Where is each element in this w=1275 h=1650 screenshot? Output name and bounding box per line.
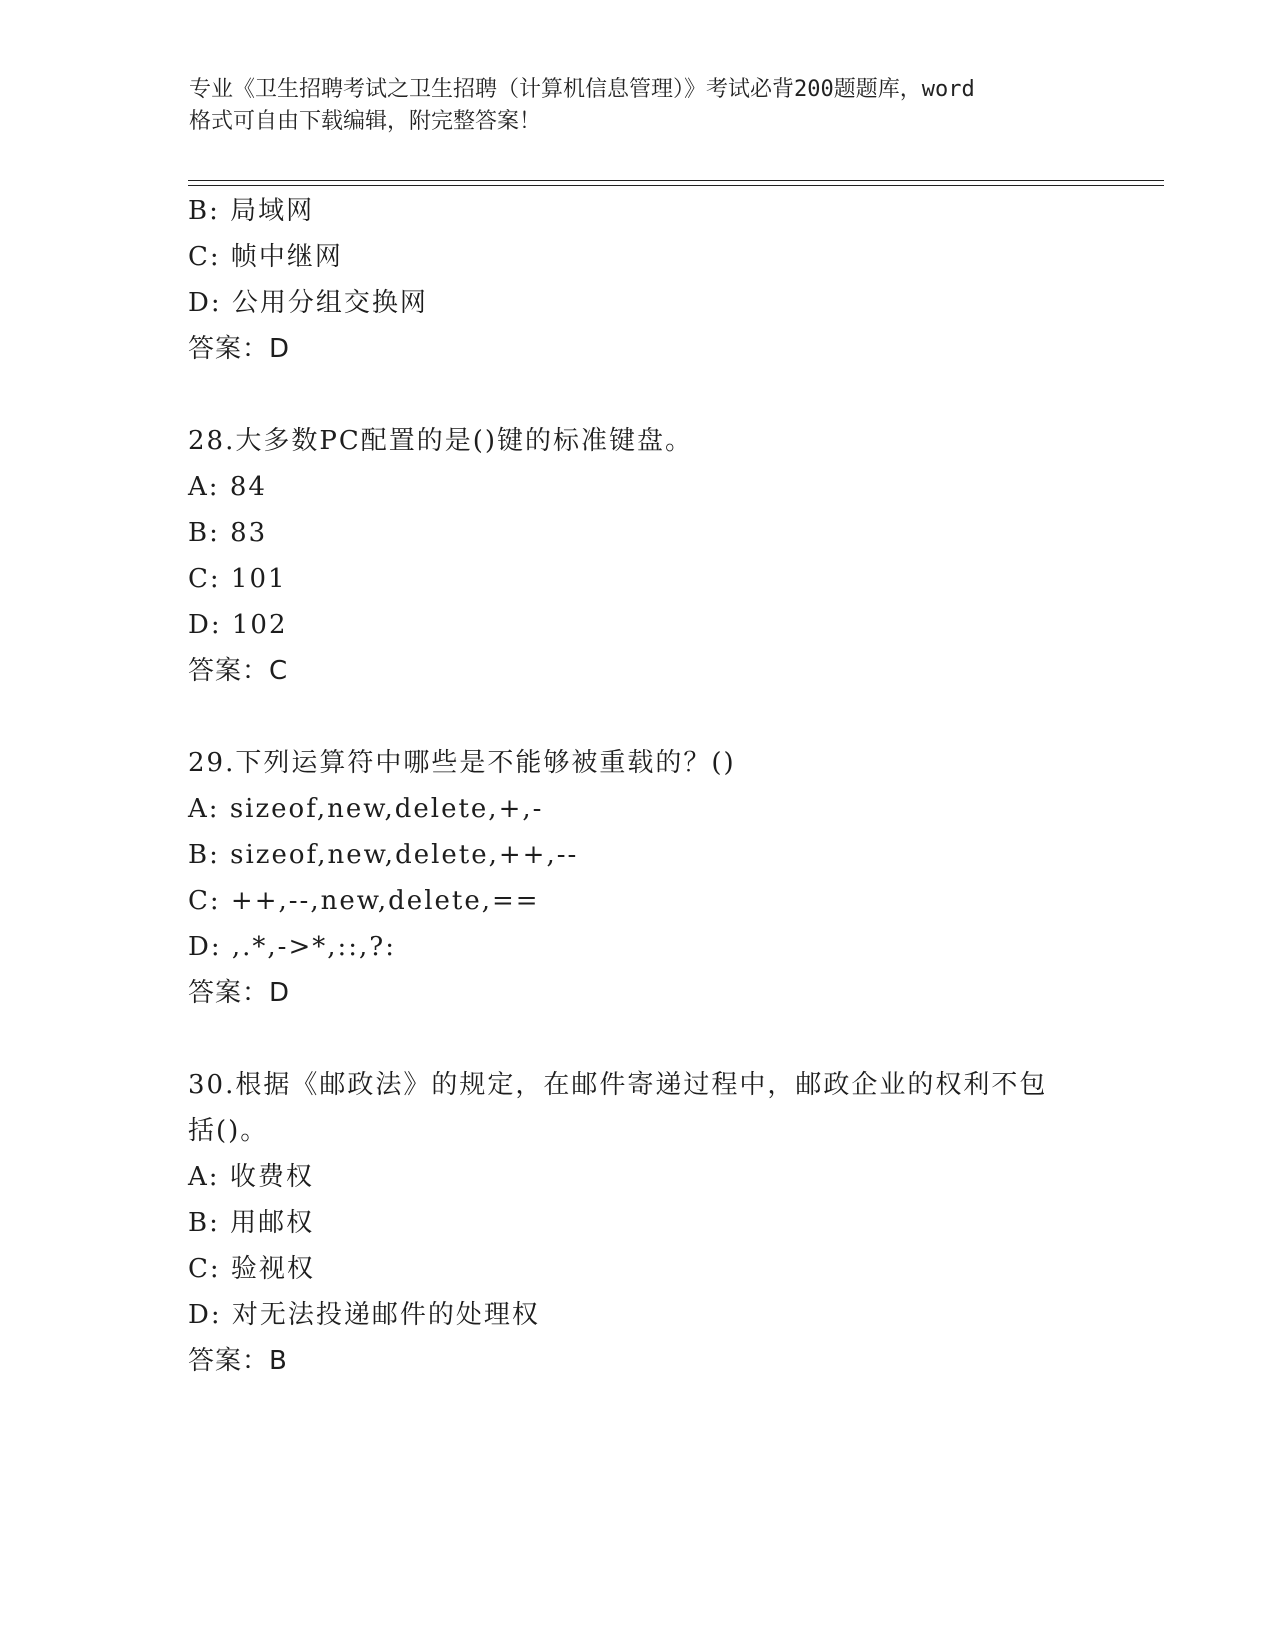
option-text: 帧中继网 — [230, 242, 343, 272]
option-b — [188, 1200, 1148, 1246]
option-c — [188, 1246, 1148, 1292]
header-divider-bottom — [188, 185, 1164, 186]
option-label: C: — [188, 564, 221, 594]
option-text: 101 — [230, 564, 287, 594]
option-text: 局域网 — [230, 196, 315, 226]
question-28 — [188, 418, 1148, 694]
option-label: C: — [188, 886, 221, 916]
option-text: ++,--,new,delete,== — [230, 886, 540, 916]
option-text: 验视权 — [230, 1254, 315, 1284]
option-label: A: — [188, 1162, 220, 1192]
option-label: C: — [188, 242, 221, 272]
question-stem-line-2: 括()。 — [188, 1116, 269, 1146]
answer-line: 答案：D — [188, 334, 291, 364]
option-label: D: — [188, 1300, 222, 1330]
question-list — [188, 188, 1148, 1384]
option-a — [188, 1154, 1148, 1200]
option-a — [188, 464, 1148, 510]
answer-line: 答案：C — [188, 656, 289, 686]
option-d — [188, 280, 1148, 326]
option-b — [188, 188, 1148, 234]
option-label: D: — [188, 932, 222, 962]
option-c — [188, 556, 1148, 602]
option-text: 公用分组交换网 — [231, 288, 428, 318]
question-stem: 29.下列运算符中哪些是不能够被重载的？() — [188, 748, 736, 778]
option-text: sizeof,new,delete,++,-- — [230, 840, 579, 870]
option-text: ,.*,->*,::,?: — [231, 932, 396, 962]
question-stem: 28.大多数PC配置的是()键的标准键盘。 — [188, 426, 694, 456]
question-29 — [188, 740, 1148, 1016]
option-d — [188, 602, 1148, 648]
option-a — [188, 786, 1148, 832]
option-label: B: — [188, 518, 220, 548]
header-divider-top — [188, 180, 1164, 181]
option-label: C: — [188, 1254, 221, 1284]
option-text: 83 — [230, 518, 268, 548]
question-stem-line-1: 30.根据《邮政法》的规定，在邮件寄递过程中，邮政企业的权利不包 — [188, 1070, 1048, 1100]
option-label: B: — [188, 196, 220, 226]
option-label: D: — [188, 610, 222, 640]
answer-line: 答案：D — [188, 978, 291, 1008]
option-label: A: — [188, 794, 220, 824]
option-text: 收费权 — [229, 1162, 314, 1192]
answer-line: 答案：B — [188, 1346, 288, 1376]
header-line-1: 专业《卫生招聘考试之卫生招聘（计算机信息管理）》考试必背200题题库，word — [189, 77, 975, 102]
option-d — [188, 924, 1148, 970]
option-c — [188, 234, 1148, 280]
option-text: 84 — [229, 472, 267, 502]
option-text: sizeof,new,delete,+,- — [229, 794, 544, 824]
option-label: D: — [188, 288, 222, 318]
option-b — [188, 510, 1148, 556]
option-text: 对无法投递邮件的处理权 — [231, 1300, 540, 1330]
option-c — [188, 878, 1148, 924]
option-text: 102 — [231, 610, 288, 640]
option-label: B: — [188, 840, 220, 870]
question-30 — [188, 1062, 1148, 1384]
question-27-continuation — [188, 188, 1148, 372]
option-d — [188, 1292, 1148, 1338]
option-text: 用邮权 — [230, 1208, 315, 1238]
option-label: B: — [188, 1208, 220, 1238]
page-header — [189, 74, 1109, 138]
option-b — [188, 832, 1148, 878]
header-line-2: 格式可自由下载编辑，附完整答案！ — [189, 109, 542, 134]
option-label: A: — [188, 472, 220, 502]
